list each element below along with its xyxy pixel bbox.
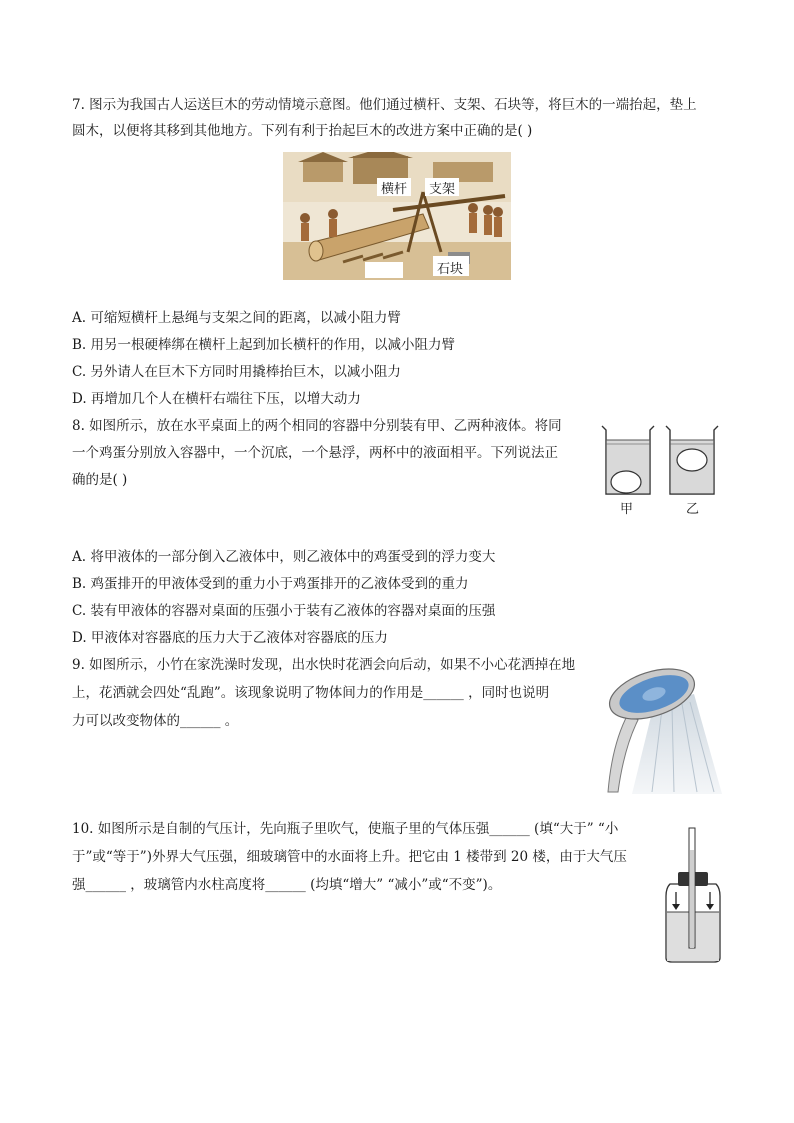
q8-stem-line2: 一个鸡蛋分别放入容器中，一个沉底，一个悬浮，两杯中的液面相平。下列说法正 [72,445,558,461]
shower-head-illustration [602,664,722,794]
q8-option-c: C. 装有甲液体的容器对桌面的压强小于装有乙液体的容器对桌面的压强 [72,603,496,619]
q10-line1: 10. 如图所示是自制的气压计，先向瓶子里吹气，使瓶子里的气体压强______ (填“大于” “小 [72,821,619,837]
giant-log-illustration [283,152,511,280]
q9-line2: 上，花洒就会四处“乱跑”。该现象说明了物体间力的作用是______ ，同时也说明 [72,685,550,701]
q8-figure-beakers [596,422,736,518]
q7-label-support: 支架 [429,182,456,197]
two-beakers-diagram [596,422,736,498]
q7-label-stone: 石块 [437,262,464,277]
q8-stem-line3: 确的是( ) [72,472,128,488]
q10-line2: 于”或“等于”)外界大气压强，细玻璃管中的水面将上升。把它由 1 楼带到 20 楼，由于大气压 [72,849,627,865]
q7-option-d: D. 再增加几个人在横杆右端往下压，以增大动力 [72,391,361,407]
q8-option-a: A. 将甲液体的一部分倒入乙液体中，则乙液体中的鸡蛋受到的浮力变大 [72,549,496,565]
homemade-barometer-diagram [660,826,726,964]
q7-figure-giant-log [283,152,511,280]
q7-option-b: B. 用另一根硬棒绑在横杆上起到加长横杆的作用，以减小阻力臂 [72,337,456,353]
q8-stem-line1: 8. 如图所示，放在水平桌面上的两个相同的容器中分别装有甲、乙两种液体。将同 [72,418,562,434]
q9-figure-shower-head [602,664,722,794]
q8-option-d: D. 甲液体对容器底的压力大于乙液体对容器底的压力 [72,630,388,646]
q8-label-yi: 乙 [686,502,700,517]
q8-option-b: B. 鸡蛋排开的甲液体受到的重力小于鸡蛋排开的乙液体受到的重力 [72,576,469,592]
q7-label-lever: 横杆 [381,182,408,197]
q10-figure-barometer [660,826,726,964]
q7-stem-line2: 圆木，以便将其移到其他地方。下列有利于抬起巨木的改进方案中正确的是( ) [72,123,533,139]
q7-option-c: C. 另外请人在巨木下方同时用撬棒抬巨木，以减小阻力 [72,364,401,380]
q7-option-a: A. 可缩短横杆上悬绳与支架之间的距离，以减小阻力臂 [72,310,401,326]
q7-stem-line1: 7. 图示为我国古人运送巨木的劳动情境示意图。他们通过横杆、支架、石块等，将巨木的一端抬起，垫上 [72,97,697,113]
q9-line3: 力可以改变物体的______ 。 [72,713,239,729]
q10-line3: 强______ ，玻璃管内水柱高度将______ (均填“增大” “减小”或“不变”)。 [72,877,502,893]
q9-line1: 9. 如图所示，小竹在家洗澡时发现，出水快时花洒会向后动，如果不小心花洒掉在地 [72,657,576,673]
q8-label-jia: 甲 [620,502,634,517]
